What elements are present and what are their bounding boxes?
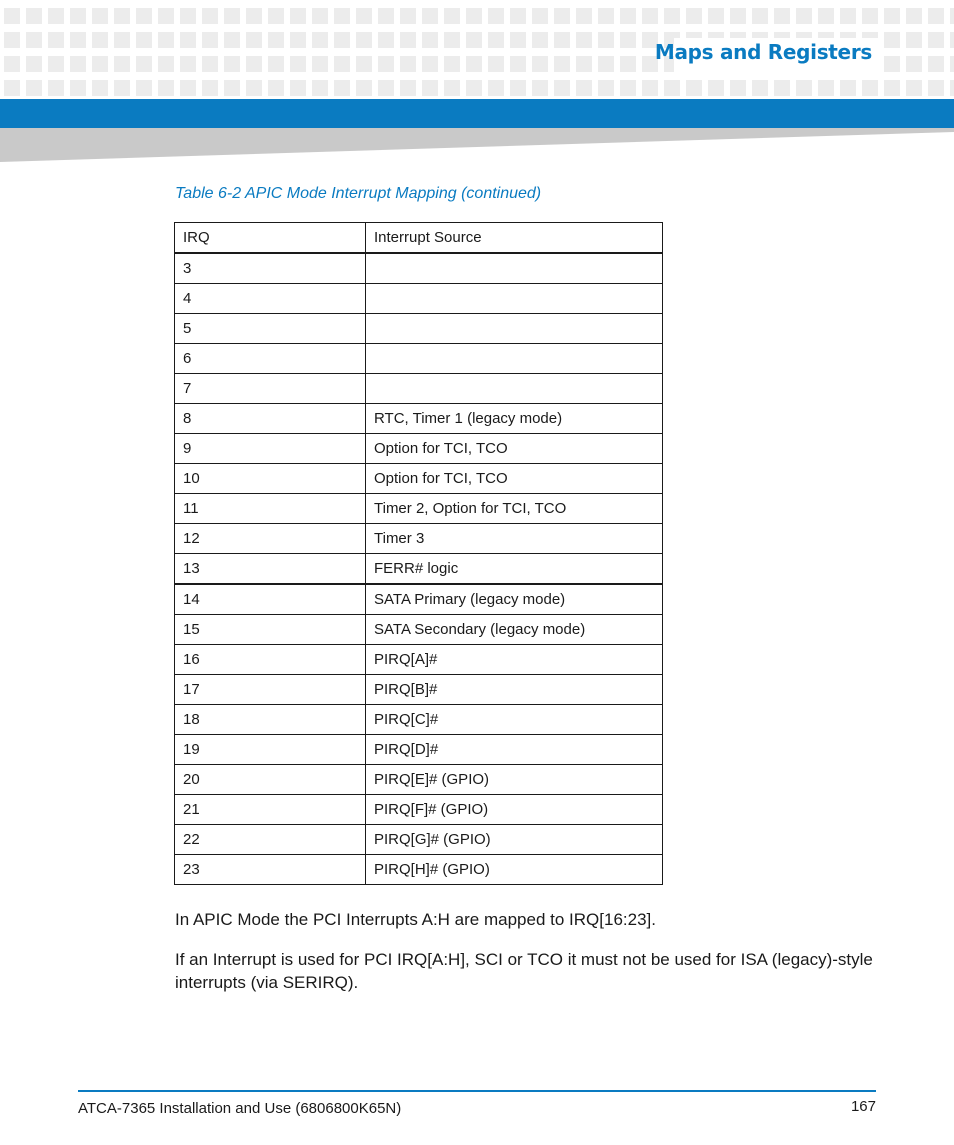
cell-irq: 4 (175, 284, 366, 314)
table-row (175, 344, 663, 374)
cell-interrupt-source: PIRQ[H]# (GPIO) (366, 855, 663, 885)
cell-irq: 23 (175, 855, 366, 885)
cell-irq: 19 (175, 735, 366, 765)
cell-irq: 9 (175, 434, 366, 464)
table-row (175, 795, 663, 825)
cell-irq: 18 (175, 705, 366, 735)
cell-irq: 7 (175, 374, 366, 404)
cell-irq: 13 (175, 554, 366, 585)
cell-interrupt-source: Option for TCI, TCO (366, 434, 663, 464)
table-row (175, 705, 663, 735)
column-header-irq: IRQ (175, 223, 366, 254)
irq-mapping-table (174, 222, 663, 885)
cell-irq: 17 (175, 675, 366, 705)
cell-irq: 10 (175, 464, 366, 494)
cell-interrupt-source: SATA Secondary (legacy mode) (366, 615, 663, 645)
header-blue-band (0, 99, 954, 128)
table-body (175, 253, 663, 885)
cell-irq: 20 (175, 765, 366, 795)
cell-interrupt-source: PIRQ[D]# (366, 735, 663, 765)
cell-interrupt-source: SATA Primary (legacy mode) (366, 584, 663, 615)
table-row (175, 434, 663, 464)
table-row (175, 464, 663, 494)
table-row (175, 615, 663, 645)
paragraph-interrupt-usage: If an Interrupt is used for PCI IRQ[A:H], SCI or TCO it must not be used for ISA (legacy)-style interrupts (via SERIRQ). (175, 950, 873, 992)
paragraph-apic-mapping: In APIC Mode the PCI Interrupts A:H are mapped to IRQ[16:23]. (175, 910, 656, 929)
cell-irq: 11 (175, 494, 366, 524)
table-row (175, 825, 663, 855)
table-row (175, 494, 663, 524)
table-row (175, 584, 663, 615)
table-row (175, 765, 663, 795)
cell-interrupt-source: PIRQ[A]# (366, 645, 663, 675)
cell-interrupt-source: PIRQ[C]# (366, 705, 663, 735)
cell-irq: 5 (175, 314, 366, 344)
table-caption: Table 6-2 APIC Mode Interrupt Mapping (continued) (175, 185, 542, 202)
table-row (175, 855, 663, 885)
table-row (175, 314, 663, 344)
cell-interrupt-source: Timer 3 (366, 524, 663, 554)
cell-irq: 22 (175, 825, 366, 855)
section-title: Maps and Registers (654, 40, 872, 64)
footer-rule (78, 1090, 876, 1092)
table-row (175, 735, 663, 765)
header-grey-wedge (0, 128, 954, 164)
cell-interrupt-source: PIRQ[E]# (GPIO) (366, 765, 663, 795)
cell-irq: 16 (175, 645, 366, 675)
cell-interrupt-source (366, 374, 663, 404)
cell-interrupt-source: RTC, Timer 1 (legacy mode) (366, 404, 663, 434)
cell-interrupt-source: PIRQ[B]# (366, 675, 663, 705)
cell-irq: 8 (175, 404, 366, 434)
cell-interrupt-source (366, 284, 663, 314)
cell-irq: 6 (175, 344, 366, 374)
cell-interrupt-source (366, 344, 663, 374)
cell-interrupt-source (366, 314, 663, 344)
cell-irq: 3 (175, 253, 366, 284)
table-row (175, 524, 663, 554)
footer-document-title: ATCA-7365 Installation and Use (6806800K65N) (78, 1100, 402, 1117)
table-row (175, 284, 663, 314)
table-row (175, 645, 663, 675)
table-row (175, 554, 663, 585)
cell-interrupt-source: PIRQ[G]# (GPIO) (366, 825, 663, 855)
table-row (175, 675, 663, 705)
cell-irq: 21 (175, 795, 366, 825)
cell-irq: 14 (175, 584, 366, 615)
table-header-row (175, 223, 663, 254)
cell-irq: 12 (175, 524, 366, 554)
cell-interrupt-source (366, 253, 663, 284)
cell-irq: 15 (175, 615, 366, 645)
table-row (175, 404, 663, 434)
table-row (175, 374, 663, 404)
cell-interrupt-source: Option for TCI, TCO (366, 464, 663, 494)
cell-interrupt-source: FERR# logic (366, 554, 663, 585)
table-row (175, 253, 663, 284)
column-header-interrupt-source: Interrupt Source (366, 223, 663, 254)
footer-page-number: 167 (850, 1098, 876, 1115)
cell-interrupt-source: Timer 2, Option for TCI, TCO (366, 494, 663, 524)
cell-interrupt-source: PIRQ[F]# (GPIO) (366, 795, 663, 825)
